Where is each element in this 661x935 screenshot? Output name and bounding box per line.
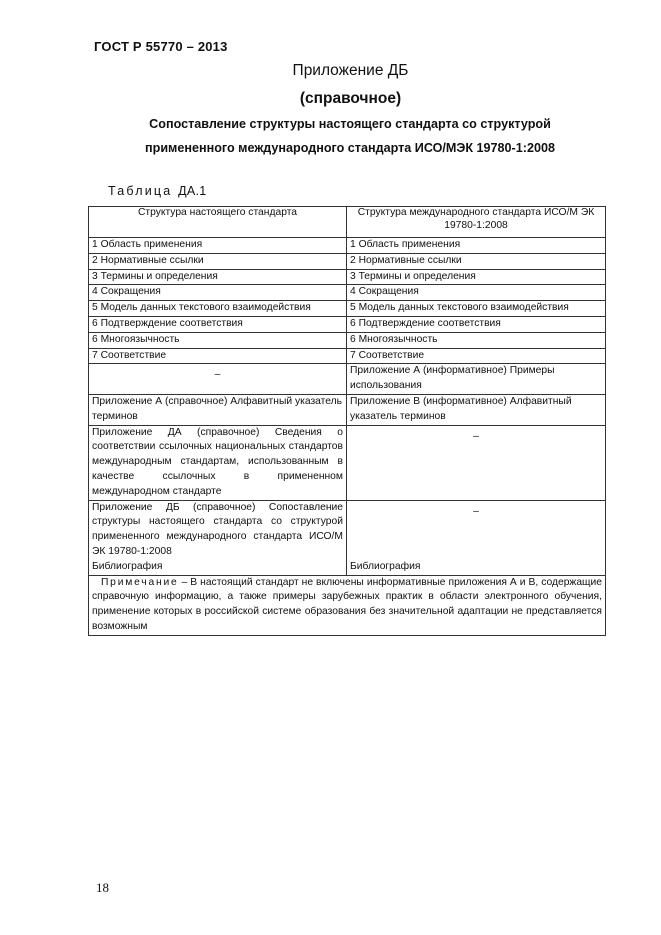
- cell-international: 2 Нормативные ссылки: [347, 253, 606, 269]
- note-label: Примечание: [100, 576, 179, 588]
- cell-national: Приложение ДА (справочное) Сведения о соответствии ссылочных национальных стандартов международным стандартам, использованным в качестве ссылочных в примененном международном стандарте: [89, 425, 347, 500]
- table-caption-number: ДА.1: [178, 184, 207, 198]
- cell-national: Библиография: [89, 560, 347, 575]
- cell-international: 5 Модель данных текстового взаимодействия: [347, 301, 606, 317]
- cell-international: 7 Соответствие: [347, 348, 606, 364]
- note-text: – В настоящий стандарт не включены информативные приложения А и В, содержащие справочную информацию, а также примеры зарубежных практик в области электронного обучения, применение которых в российской системе образования без значительной адаптации не представляется возможным: [92, 576, 602, 632]
- table-note: [89, 575, 606, 635]
- cell-national: 3 Термины и определения: [89, 269, 347, 285]
- table-row: [89, 301, 606, 317]
- table-row: [89, 253, 606, 269]
- table-row: [89, 394, 606, 425]
- cell-national: 4 Сокращения: [89, 285, 347, 301]
- table-caption-word: Таблица: [108, 184, 173, 198]
- cell-national: 6 Подтверждение соответствия: [89, 316, 347, 332]
- appendix-title: Приложение ДБ: [292, 62, 409, 79]
- cell-national: 7 Соответствие: [89, 348, 347, 364]
- cell-international: –: [347, 500, 606, 560]
- table-row: [89, 364, 606, 395]
- table-row: [89, 500, 606, 560]
- column-header-national: Структура настоящего стандарта: [89, 207, 347, 238]
- table-row: [89, 560, 606, 575]
- cell-international: Приложение А (информативное) Примеры использования: [347, 364, 606, 395]
- table-row: [89, 425, 606, 500]
- document-code: ГОСТ Р 55770 – 2013: [94, 39, 228, 54]
- cell-international: 6 Подтверждение соответствия: [347, 316, 606, 332]
- table-row: [89, 285, 606, 301]
- table-note-row: [89, 575, 606, 635]
- table-caption: [108, 184, 207, 198]
- cell-international: 6 Многоязычность: [347, 332, 606, 348]
- table-row: [89, 332, 606, 348]
- table-header-row: [89, 207, 606, 238]
- appendix-heading-line-1: Сопоставление структуры настоящего стандарта со структурой: [149, 117, 551, 131]
- appendix-heading-line-2: примененного международного стандарта ИСО/МЭК 19780-1:2008: [145, 141, 555, 155]
- cell-international: Библиография: [347, 560, 606, 575]
- table-row: [89, 238, 606, 254]
- table-row: [89, 348, 606, 364]
- cell-international: 3 Термины и определения: [347, 269, 606, 285]
- cell-national: 1 Область применения: [89, 238, 347, 254]
- appendix-status: (справочное): [299, 90, 402, 107]
- cell-national: 2 Нормативные ссылки: [89, 253, 347, 269]
- page-number: 18: [96, 880, 109, 895]
- structure-comparison-table: [88, 206, 606, 636]
- column-header-international: Структура международного стандарта ИСО/М ЭК 19780-1:2008: [347, 207, 606, 238]
- cell-national: –: [89, 364, 347, 395]
- cell-national: 5 Модель данных текстового взаимодействия: [89, 301, 347, 317]
- cell-international: 1 Область применения: [347, 238, 606, 254]
- cell-international: –: [347, 425, 606, 500]
- cell-national: Приложение А (справочное) Алфавитный указатель терминов: [89, 394, 347, 425]
- cell-national: Приложение ДБ (справочное) Сопоставление структуры настоящего стандарта со структурой примененного международного стандарта ИСО/М ЭК 19780-1:2008: [89, 500, 347, 560]
- table-row: [89, 269, 606, 285]
- table-row: [89, 316, 606, 332]
- cell-international: 4 Сокращения: [347, 285, 606, 301]
- cell-national: 6 Многоязычность: [89, 332, 347, 348]
- cell-international: Приложение В (информативное) Алфавитный указатель терминов: [347, 394, 606, 425]
